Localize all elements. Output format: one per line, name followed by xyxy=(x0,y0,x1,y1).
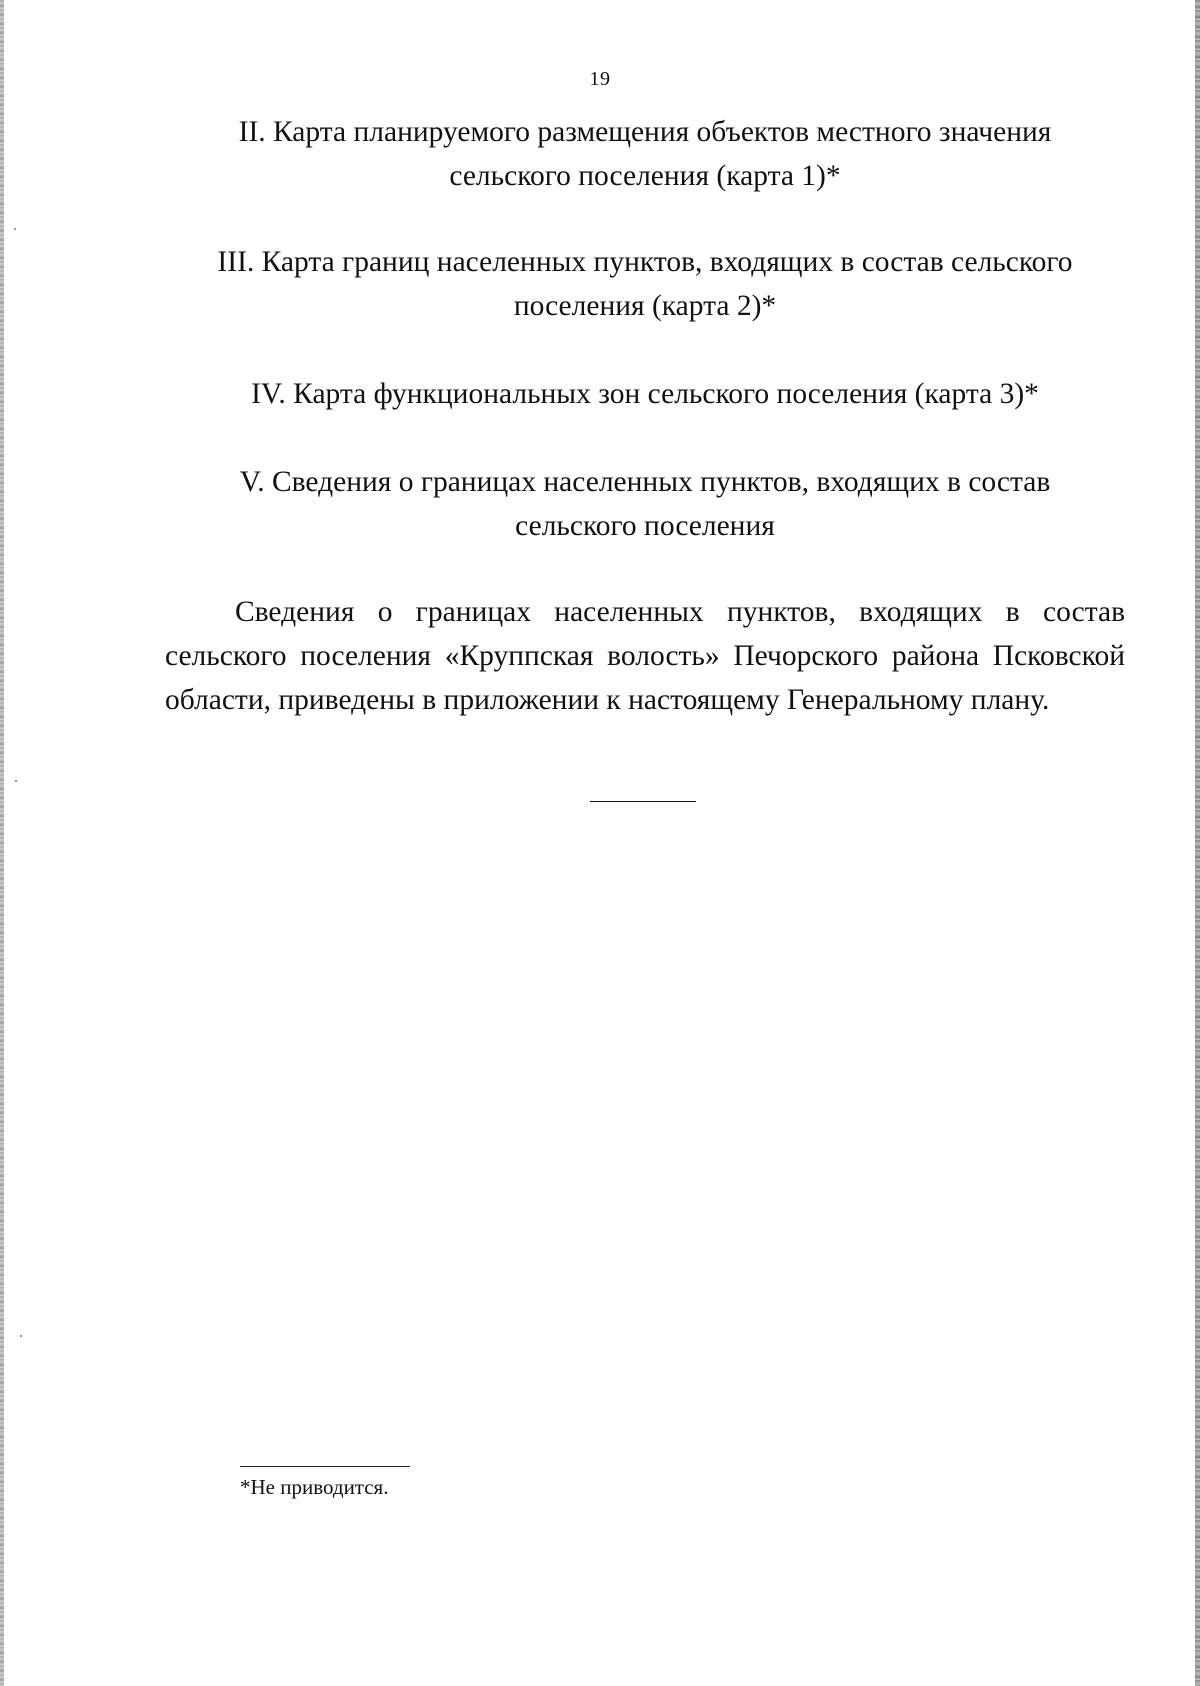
section-heading-iii xyxy=(150,240,1140,328)
heading-line: сельского поселения xyxy=(515,510,775,542)
body-paragraph xyxy=(165,590,1125,722)
footnote: *Не приводится. xyxy=(240,1475,389,1499)
section-end-rule xyxy=(590,801,696,802)
paragraph-line: сельского поселения «Круппская волость» Печорского района Псковской xyxy=(165,640,1125,672)
heading-line: поселения (карта 2)* xyxy=(513,290,777,322)
paragraph-line: области, приведены в приложении к настоящему Генеральному плану. xyxy=(165,684,1050,716)
heading-line: II. Карта планируемого размещения объектов местного значения xyxy=(238,116,1052,148)
heading-line: III. Карта границ населенных пунктов, входящих в состав сельского xyxy=(217,246,1073,278)
scan-edge-right xyxy=(1195,0,1200,1686)
paragraph-line: Сведения о границах населенных пунктов, входящих в состав xyxy=(235,596,1125,628)
heading-line: сельского поселения (карта 1)* xyxy=(449,160,841,192)
section-heading-v xyxy=(150,460,1140,548)
scan-speck xyxy=(20,1335,22,1337)
page-number: 19 xyxy=(589,68,611,90)
scan-speck xyxy=(14,228,16,230)
footnote-separator xyxy=(240,1466,410,1467)
heading-line: IV. Карта функциональных зон сельского поселения (карта 3)* xyxy=(251,378,1039,410)
scan-edge-left xyxy=(0,0,4,1686)
scan-speck xyxy=(15,780,17,782)
section-heading-ii xyxy=(150,110,1140,198)
heading-line: V. Сведения о границах населенных пунктов, входящих в состав xyxy=(239,466,1051,498)
section-heading-iv xyxy=(150,372,1140,416)
